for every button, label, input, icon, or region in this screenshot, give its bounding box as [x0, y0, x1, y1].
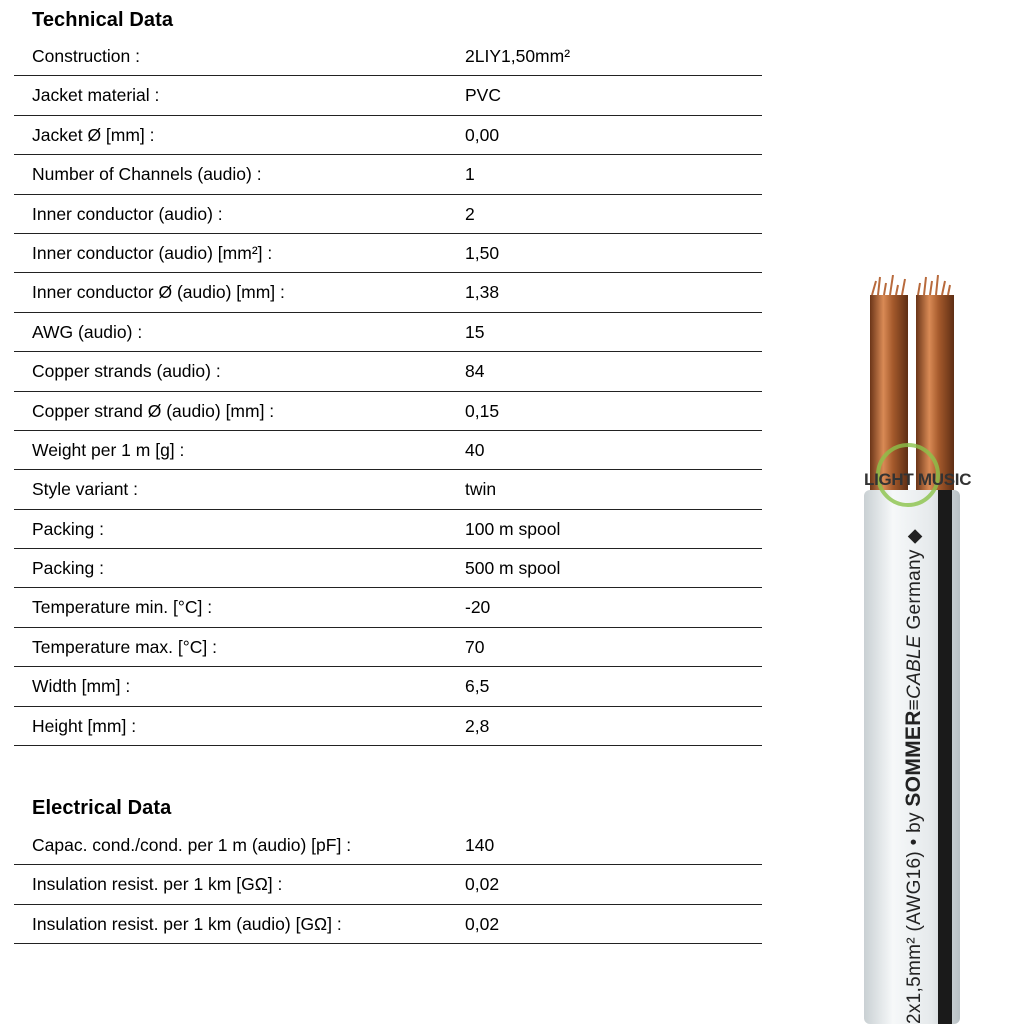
- cable-country: Germany ◆: [904, 528, 925, 636]
- technical-data-value: 100 m spool: [465, 518, 561, 539]
- cable-brand: SOMMER: [902, 710, 925, 807]
- technical-data-value: 15: [465, 321, 485, 342]
- technical-data-value: twin: [465, 479, 497, 500]
- copper-strands-left: [870, 275, 908, 495]
- technical-data-label: Inner conductor Ø (audio) [mm] :: [32, 282, 285, 303]
- black-stripe: [938, 490, 952, 1024]
- technical-data-label: Height [mm] :: [32, 715, 137, 736]
- technical-data-row: [14, 352, 762, 391]
- technical-data-value: 84: [465, 361, 485, 382]
- technical-data-row: [14, 392, 762, 431]
- technical-data-label: AWG (audio) :: [32, 321, 143, 342]
- technical-data-row: [14, 510, 762, 549]
- technical-data-label: Inner conductor (audio) :: [32, 203, 223, 224]
- technical-data-row: [14, 431, 762, 470]
- technical-data-value: 1: [465, 164, 475, 185]
- technical-data-value: 2: [465, 203, 475, 224]
- electrical-data-value: 140: [465, 835, 495, 855]
- electrical-data-value: 0,02: [465, 874, 500, 895]
- electrical-data-label: Capac. cond./cond. per 1 m (audio) [pF] :: [32, 835, 352, 855]
- technical-data-row: [14, 76, 762, 115]
- technical-data-row: [14, 37, 762, 76]
- technical-data-label: Weight per 1 m [g] :: [32, 439, 185, 460]
- technical-data-row: [14, 549, 762, 588]
- electrical-data-row: [14, 865, 762, 904]
- technical-data-value: 40: [465, 439, 485, 460]
- technical-data-label: Inner conductor (audio) [mm²] :: [32, 242, 273, 263]
- cable-print-text: [902, 529, 926, 1024]
- technical-data-value: 500 m spool: [465, 558, 561, 579]
- technical-data-row: [14, 234, 762, 273]
- technical-data-value: 6,5: [465, 676, 490, 697]
- technical-data-label: Copper strands (audio) :: [32, 361, 221, 382]
- technical-data-label: Temperature max. [°C] :: [32, 636, 217, 657]
- technical-data-value: 0,15: [465, 400, 500, 421]
- watermark-logo: LIGHT MUSIC: [864, 470, 972, 489]
- technical-data-value: 2,8: [465, 715, 490, 736]
- technical-data-row: [14, 195, 762, 234]
- technical-data-table: [14, 37, 762, 746]
- electrical-data-value: 0,02: [465, 913, 500, 934]
- technical-data-label: Style variant :: [32, 479, 139, 500]
- technical-data-label: Jacket material :: [32, 85, 160, 106]
- technical-data-title: Technical Data: [32, 9, 174, 31]
- technical-data-label: Width [mm] :: [32, 676, 131, 697]
- technical-data-value: 0,00: [465, 124, 500, 145]
- electrical-data-title: Electrical Data: [32, 797, 172, 819]
- technical-data-value: 1,50: [465, 242, 500, 263]
- technical-data-value: 2LIY1,50mm²: [465, 46, 571, 66]
- electrical-data-row: [14, 905, 762, 944]
- technical-data-label: Construction :: [32, 46, 140, 66]
- electrical-data-table: [14, 826, 762, 944]
- technical-data-value: PVC: [465, 85, 501, 106]
- technical-data-value: 70: [465, 636, 485, 657]
- technical-data-row: [14, 470, 762, 509]
- technical-data-row: [14, 667, 762, 706]
- technical-data-row: [14, 628, 762, 667]
- technical-data-row: [14, 313, 762, 352]
- electrical-data-label: Insulation resist. per 1 km [GΩ] :: [32, 874, 283, 895]
- technical-data-label: Temperature min. [°C] :: [32, 597, 213, 618]
- technical-data-row: [14, 155, 762, 194]
- technical-data-label: Jacket Ø [mm] :: [32, 124, 155, 145]
- technical-data-row: [14, 588, 762, 627]
- cable-brand-mark: ≡: [904, 698, 925, 711]
- technical-data-label: Packing :: [32, 558, 104, 579]
- electrical-data-row: [14, 826, 762, 865]
- cable-spec-text: 2x1,5mm² (AWG16) • by: [904, 806, 925, 1024]
- technical-data-label: Copper strand Ø (audio) [mm] :: [32, 400, 275, 421]
- technical-data-label: Number of Channels (audio) :: [32, 164, 262, 185]
- technical-data-label: Packing :: [32, 518, 104, 539]
- cable-word: CABLE: [904, 635, 925, 699]
- technical-data-row: [14, 116, 762, 155]
- technical-data-row: [14, 273, 762, 312]
- electrical-data-label: Insulation resist. per 1 km (audio) [GΩ] :: [32, 913, 342, 934]
- technical-data-value: -20: [465, 597, 491, 618]
- technical-data-value: 1,38: [465, 282, 500, 303]
- technical-data-row: [14, 707, 762, 746]
